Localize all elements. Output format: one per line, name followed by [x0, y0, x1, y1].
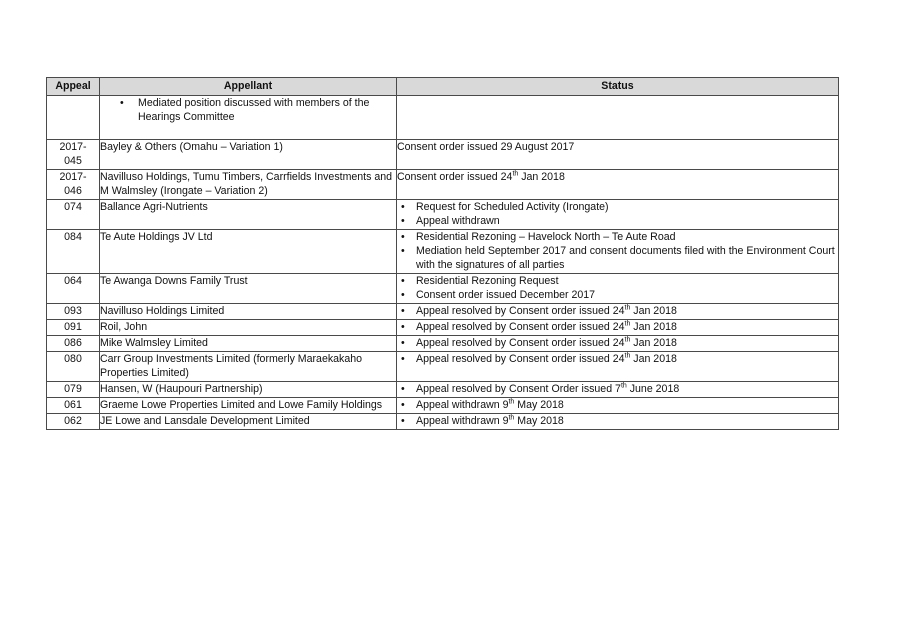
appeal-number: 084: [47, 230, 100, 274]
status-bullet: • Request for Scheduled Activity (Irongate): [397, 200, 838, 214]
appeal-number: 080: [47, 352, 100, 382]
status-bullet: • Appeal withdrawn: [397, 214, 838, 228]
table-row: [47, 304, 839, 320]
appeals-table: [46, 77, 839, 430]
appeal-number: 074: [47, 200, 100, 230]
table-header-row: [47, 78, 839, 96]
table-row: [47, 320, 839, 336]
table-body: [47, 96, 839, 430]
appellant-cell: Bayley & Others (Omahu – Variation 1): [100, 140, 397, 170]
status-bullet: • Appeal withdrawn 9th May 2018: [397, 414, 838, 428]
table-row: [47, 336, 839, 352]
appellant-cell: Te Aute Holdings JV Ltd: [100, 230, 397, 274]
appeal-number: 079: [47, 382, 100, 398]
table-row: [47, 352, 839, 382]
status-bullet: • Appeal resolved by Consent order issued 24th Jan 2018: [397, 352, 838, 366]
appeal-number: 091: [47, 320, 100, 336]
status-cell: [397, 230, 839, 274]
status-bullet: • Appeal resolved by Consent order issued 24th Jan 2018: [397, 320, 838, 334]
status-cell: [397, 304, 839, 320]
table-row: [47, 398, 839, 414]
appellant-cell: Roil, John: [100, 320, 397, 336]
appeal-number: 093: [47, 304, 100, 320]
status-cell: Consent order issued 29 August 2017: [397, 140, 839, 170]
appellant-cell: Mike Walmsley Limited: [100, 336, 397, 352]
table-row: [47, 382, 839, 398]
appeal-number: 062: [47, 414, 100, 430]
status-bullet: • Appeal resolved by Consent order issued 24th Jan 2018: [397, 336, 838, 350]
status-cell: [397, 414, 839, 430]
appellant-cell: Graeme Lowe Properties Limited and Lowe Family Holdings: [100, 398, 397, 414]
table-row: [47, 170, 839, 200]
appeal-number: 061: [47, 398, 100, 414]
appeal-number: 2017- 045: [47, 140, 100, 170]
status-bullet: • Consent order issued December 2017: [397, 288, 838, 302]
status-cell: Consent order issued 24th Jan 2018: [397, 170, 839, 200]
table-row: [47, 274, 839, 304]
table-row: [47, 140, 839, 170]
status-bullet: • Appeal resolved by Consent Order issued 7th June 2018: [397, 382, 838, 396]
status-bullet: • Mediation held September 2017 and consent documents filed with the Environment Court with the signatures of all parties: [397, 244, 838, 272]
table-row: [47, 96, 839, 140]
appellant-cell: JE Lowe and Lansdale Development Limited: [100, 414, 397, 430]
status-cell: [397, 274, 839, 304]
status-cell: [397, 336, 839, 352]
status-cell: [397, 200, 839, 230]
table-row: [47, 200, 839, 230]
appeal-number: 2017- 046: [47, 170, 100, 200]
table-row: [47, 414, 839, 430]
appellant-cell: Carr Group Investments Limited (formerly Maraekakaho Properties Limited): [100, 352, 397, 382]
appellant-bullet: • Mediated position discussed with members of the Hearings Committee: [100, 96, 396, 124]
appellant-cell: Hansen, W (Haupouri Partnership): [100, 382, 397, 398]
status-bullet: • Appeal resolved by Consent order issued 24th Jan 2018: [397, 304, 838, 318]
appeal-number: 086: [47, 336, 100, 352]
table-row: [47, 230, 839, 274]
status-bullet: • Appeal withdrawn 9th May 2018: [397, 398, 838, 412]
appellant-cell: Ballance Agri-Nutrients: [100, 200, 397, 230]
header-status: Status: [397, 78, 839, 96]
appellant-cell: Te Awanga Downs Family Trust: [100, 274, 397, 304]
status-cell: [397, 320, 839, 336]
appellant-cell: Navilluso Holdings, Tumu Timbers, Carrfields Investments and M Walmsley (Irongate – Variation 2): [100, 170, 397, 200]
header-appellant: Appellant: [100, 78, 397, 96]
status-bullet: • Residential Rezoning Request: [397, 274, 838, 288]
appeal-number: 064: [47, 274, 100, 304]
header-appeal: Appeal: [47, 78, 100, 96]
appeal-number: [47, 96, 100, 140]
status-cell: [397, 352, 839, 382]
status-cell: [397, 398, 839, 414]
appellant-cell: [100, 96, 397, 140]
status-cell: [397, 96, 839, 140]
status-cell: [397, 382, 839, 398]
appellant-cell: Navilluso Holdings Limited: [100, 304, 397, 320]
status-bullet: • Residential Rezoning – Havelock North – Te Aute Road: [397, 230, 838, 244]
